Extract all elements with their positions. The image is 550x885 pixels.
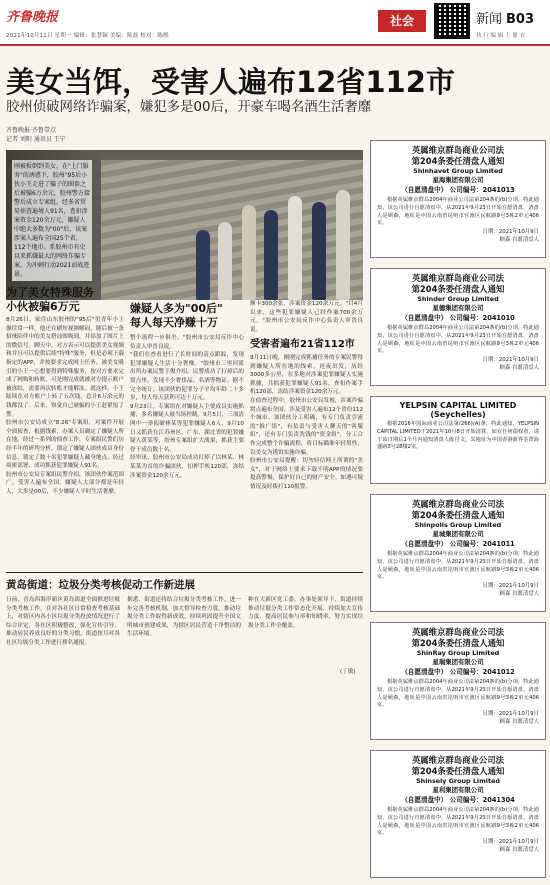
newspaper-logo: 齐鲁晚报 <box>6 10 59 25</box>
subsection-title-3: 受害者遍布21省112市 <box>250 339 355 350</box>
notice-body: 根据英属维京群岛2004年商业公司法第204条的(b)分项，特此通知，该公司进行自愿清盘中，从2021年9月23日开始自愿清盘，清盘人是顾森，地址是中国云南省昆明市官渡区民航路9号3栋2单元406室。 <box>377 551 539 581</box>
photo-caption: 刚被扳倒到美女，在"上门服务"的诱惑下，胶州"95后小伙小王走进了骗子的圈套之后被骗6万余元，胶州警方接警后成立专案组，经多省贸易侦查遍境人91名，查扣涉案资金120余万元，嫌疑人中绝大多数为"00"后，该案涉案人遍布全国25个省，112个地市。系胶州市有史以来抓嫌最大的网络诈骗专案，为冲刺行动2021而战迹景。 <box>12 160 92 281</box>
notice-date: 日期：2021年10月9日 <box>482 357 539 364</box>
notice-chinese-name: 星利集团有限公司 <box>432 786 484 794</box>
liquidation-notice <box>370 396 546 484</box>
notice-chinese-name: 星瑞集团有限公司 <box>432 658 484 666</box>
notice-english-name: YELPSIN CAPITAL LIMITED (Seychelles) <box>399 401 517 419</box>
notice-body: 根据英属维京群岛2004年商业公司法第204条的(b)分项，特此通知，该公司进行自愿清盘中，从2021年9月23日开始自愿清盘，清盘人是顾森，地址是中国云南省昆明市官渡区民航路9号3栋2单元406室。 <box>377 807 539 837</box>
notice-title: 英属维京群岛商业公司法 第204条委任清盘人通知 <box>411 755 505 776</box>
notice-date: 日期：2021年10月9日 <box>482 839 539 846</box>
editors-right: 执 行 编 辑 上 鼎 衣 <box>476 33 525 39</box>
notice-date: 日期：2021年10月9日 <box>482 583 539 590</box>
notice-english-name: Shinder Group Limited <box>417 295 499 303</box>
page-code: B03 <box>506 12 535 27</box>
notice-date: 日期：2021年10月9日 <box>482 229 539 236</box>
person-figure <box>264 210 278 300</box>
notice-chinese-name: 星城集团有限公司 <box>432 530 484 538</box>
person-figure <box>288 196 302 300</box>
person-figure <box>218 222 232 300</box>
headline: 美女当饵，受害人遍布12省112市 <box>6 65 455 99</box>
notice-english-name: Shinhavet Group Limited <box>413 167 503 175</box>
notice-registration: （自愿清盘中） 公司编号：2041304 <box>401 796 515 804</box>
notice-chinese-name: 星海集团有限公司 <box>432 176 484 184</box>
notice-title: 英属维京群岛商业公司法 第204条委任清盘人通知 <box>411 145 505 166</box>
notice-signature: 顾森 自愿清盘人 <box>499 591 539 598</box>
notice-title: 英属维京群岛商业公司法 第204条委任清盘人通知 <box>411 499 505 520</box>
notice-registration: （自愿清盘中） 公司编号：2041012 <box>401 668 515 676</box>
subhead: 胶州侦破网络诈骗案，嫌犯多是00后，开豪车喝名酒生活奢靡 <box>6 100 372 115</box>
liquidation-notice <box>370 494 546 612</box>
dateline: 2021年10月11日 星期一 编辑：张慧颖 美编：陈磊 校对：陈熙 <box>6 33 169 39</box>
notice-signature: 顾森 自愿清盘人 <box>499 847 539 854</box>
notice-title: 英属维京群岛商业公司法 第204条委任清盘人通知 <box>411 273 505 294</box>
bottom-article-column-2: 据悉，街道还将结合垃圾分类考核工作，进一步完善考核机制，加大督导检查力度，推动垃圾分类工作取得新成效，持续巩固提升全国文明城市创建成果，为辖区居民营造干净整洁的生活环境。 <box>127 597 241 638</box>
notice-english-name: Shinsely Group Limited <box>416 777 500 785</box>
article-column-3: 9月11日晚，刚刚完成抓捕任务的专案民警得到嫌疑人所在地的线索，连夜出发，历经3000多公里，在多地对涉案犯罪嫌疑人实施抓捕，共抓获犯罪嫌疑人91名，查扣作案手机120部，冻结涉案资金120余万元。 在侦查过程中，胶州市公安局发现，涉案诈骗窝点遍布全国，涉及受害人遍布12个省份112个城市。该团伙分工明确，有专门负责引流的"推广组"，有负责与受害人聊天的"客服组"，还有专门负责洗钱的"资金组"，分工合作完成整个诈骗流程，将目标瞄准年轻男性，以美女为诱饵实施诈骗。 胶州市公安局提醒：切勿轻信网上所谓的"美女"，对于网络上要求下载不明APP的情况要提高警惕，保护好自己的财产安全。如遇可疑情况及时拨打110报警。 <box>250 355 363 490</box>
qr-code-icon <box>434 3 470 39</box>
section-tag: 社会 <box>378 10 426 32</box>
article-column-1: 8月26日，家住山东胶州的"95后"男青年小王像往常一样，他还在刷短视频解闷，随后被一条招徕陪伴中的美女搭讪图吸到，并添加了图片上的微信号。聊天中，对方表示可以提供美女视频和并且可以提供后续"特殊"服务，但是必须下载指定的APP，并按要求完成网上任务。被美女吸引的小王一心想要得到特殊服务，按对方要求完成了网购和转账，可是刚完成就被对方提示账户被冻结，需要再次转账才能解冻。就这样，小王陆续在对方账户上转了五次钱，总计6万余元的钱都没了。后来，察觉自己被骗的小王赶紧报了警。 胶州市公安局成立"8.26"专案组，对案件开展全面侦查，根据线索，办案人员确定了嫌疑人所在地。经过一系列的侦查工作，专案组民警们历经半年的研判分析，锁定了嫌疑人团伙成员身份信息，锁定了数十名犯罪嫌疑人藏身地点。经过周密部署，成功抓获犯罪嫌疑人91名。 胶州市公安局专案组民警介绍，该团伙作案范围广，受害人遍布全国，嫌疑人大部分都是年轻人，大多是00后，不少嫌疑人平时生活奢靡。 <box>6 317 124 495</box>
notice-title: 英属维京群岛商业公司法 第204条委任清盘人通知 <box>411 627 505 648</box>
notice-chinese-name: 星德集团有限公司 <box>432 304 484 312</box>
bottom-article-column-3: 种在大新区党工委、办事处领导下，街道持续推动垃圾分类工作常态化开展，持续加大宣传力度，提高居民参与率和知晓率，努力实现垃圾分类工作全覆盖。 <box>248 597 363 629</box>
byline <box>6 126 66 144</box>
notice-english-name: ShinRay Group Limited <box>416 649 500 657</box>
notice-english-name: Shinpolis Group Limited <box>414 521 502 529</box>
bottom-article-title: 黄岛街道：垃圾分类考核促动工作新进展 <box>6 579 195 591</box>
page-info <box>476 8 534 27</box>
notice-registration: （自愿清盘中） 公司编号：2041011 <box>401 540 515 548</box>
notice-signature: 顾森 自愿清盘人 <box>499 237 539 244</box>
article-column-3-top: 额卡300余张，涉案资金120余万元。"目4月以来，这些犯罪嫌疑人已经作案700余万元，"胶州市公安局反诈中心负责人审晋良说。 <box>250 301 363 333</box>
masthead <box>0 0 550 46</box>
person-figure <box>312 202 326 300</box>
subsection-title-2: 嫌疑人多为"00后" 每人每天净赚十万 <box>130 302 223 329</box>
liquidation-notice <box>370 268 546 386</box>
liquidation-notice <box>370 750 546 878</box>
liquidation-notice <box>370 622 546 740</box>
bottom-article-footer: (丁敏) <box>340 669 356 675</box>
notice-body: 根据2016年国际商业公司法第(266)(A)条，特此通知，YELPSIN CAPITAL LIMITED于2021年10月8日开始清算，如有任何债权者，请于该日期后1个月内通知清盘人陈丹文，其地址为中国香港新界荃湾海盛路3号28楼2室。 <box>377 421 539 451</box>
person-figure <box>242 205 256 300</box>
page-label: 新闻 <box>476 12 503 27</box>
notice-body: 根据英属维京群岛2004年商业公司法第204条的(b)分项，特此通知，该公司进行自愿清盘中，从2021年9月23日开始自愿清盘，清盘人是顾森，地址是中国云南省昆明市官渡区民航路9号3栋2单元406室。 <box>377 197 539 227</box>
liquidation-notice <box>370 140 546 258</box>
notice-registration: （自愿清盘中） 公司编号：2041013 <box>401 186 515 194</box>
subsection-title-1: 为了美女特殊服务 小伙被骗6万元 <box>6 286 94 313</box>
notice-signature: 顾森 自愿清盘人 <box>499 719 539 726</box>
notice-date: 日期：2021年10月9日 <box>482 711 539 718</box>
notice-registration: （自愿清盘中） 公司编号：2041010 <box>401 314 515 322</box>
notice-body: 根据英属维京群岛2004年商业公司法第204条的(b)分项，特此通知，该公司进行自愿清盘中，从2021年9月23日开始自愿清盘，清盘人是顾森，地址是中国云南省昆明市官渡区民航路9号3栋2单元406室。 <box>377 325 539 355</box>
notice-body: 根据英属维京群岛2004年商业公司法第204条的(b)分项，特此通知，该公司进行自愿清盘中，从2021年9月23日开始自愿清盘，清盘人是顾森，地址是中国云南省昆明市官渡区民航路9号3栋2单元406室。 <box>377 679 539 709</box>
article-column-2: 整个流程一应俱全。"胶州市公安局反诈中心负责人审晋良说。 "我们在查看进行了长时间的清点跟踪，发现犯罪嫌疑人生活十分奢靡。"胶州市三里河派出所办案民警王俊介绍，民警成功了打掉后的窝点里，发现不少奢侈品、名酒等物证。据不完全统计，该团伙的犯罪分子平均年龄二十多岁，每人每天获利可达十万元。 9月23日，专案组在对嫌疑人主要成员实施抓捕，多名嫌疑人被当场控制。9月5日，三项清网中一举侦破林某等犯罪嫌疑人6人，9月10日又抓获在江苏州区、广东、湖北省的犯罪嫌疑人黄某等，胶州专案组扩大战果，抓获主要骨干成员数十名。 经审讯，胶州市公安局成功打掉了以林某、林某某为首的诈骗团伙，扣押手机120部，冻结涉案资金120余万元。 <box>130 335 244 479</box>
divider <box>6 572 363 573</box>
person-figure <box>336 190 350 300</box>
notice-signature: 顾森 自愿清盘人 <box>499 365 539 372</box>
byline-authors: 记者 刘阳 通讯员 王宁 <box>6 136 66 143</box>
byline-source: 齐鲁晚报·齐鲁壹点 <box>6 127 56 134</box>
bottom-article-column-1: 日前，青岛西海岸新区黄岛街道全面推进垃圾分类考核工作，在对各社区日常检查考核基础上，对辖区内各小区垃圾分类投放情况进行了综合评定，各社区积极整改，强化宣传引导，推动居民养成良好的分类习惯，街道按月对各社区垃圾分类工作进行排名通报。 <box>6 597 120 646</box>
person-figure <box>196 230 210 300</box>
